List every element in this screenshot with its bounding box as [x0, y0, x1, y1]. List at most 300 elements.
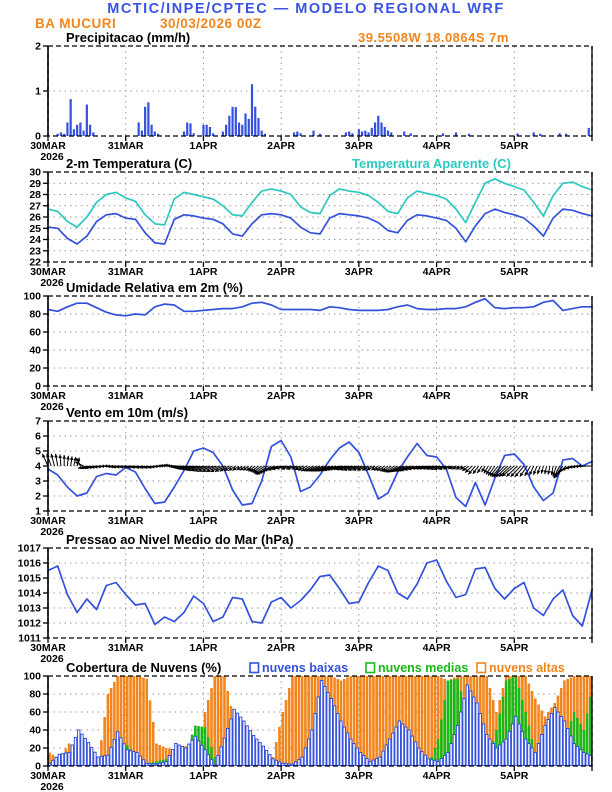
x-tick-label: 5APR: [500, 515, 529, 527]
nuvens-baixas-bar: [155, 764, 157, 765]
nuvens-baixas-bar: [473, 697, 475, 766]
y-tick-label: 0: [35, 130, 41, 143]
nuvens-baixas-bar: [460, 712, 462, 766]
x-tick-label: 1APR: [189, 140, 218, 152]
nuvens-baixas-bar: [408, 730, 410, 766]
panel-title: Vento em 10m (m/s): [66, 405, 189, 420]
precip-bar: [588, 128, 590, 136]
nuvens-altas-bar: [139, 677, 142, 766]
nuvens-baixas-bar: [418, 748, 420, 766]
nuvens-baixas-bar: [120, 738, 122, 766]
nuvens-baixas-bar: [55, 757, 57, 765]
nuvens-baixas-bar: [405, 727, 407, 766]
y-tick-label: 60: [29, 706, 41, 719]
precip-bar: [70, 99, 72, 136]
nuvens-baixas-bar: [427, 759, 429, 766]
precip-bar: [154, 132, 156, 137]
x-tick-label: 4APR: [422, 515, 451, 527]
precip-bar: [312, 131, 314, 136]
y-tick-label: 30: [29, 166, 41, 179]
nuvens-baixas-bar: [557, 712, 559, 766]
wind-arrow-head: [66, 456, 70, 460]
nuvens-baixas-bar: [103, 756, 105, 766]
x-tick-label: 31MAR: [107, 140, 144, 152]
precip-bar: [261, 131, 263, 136]
x-tick-label: 30MAR: [30, 642, 66, 654]
precip-bar: [144, 107, 146, 136]
x-tick-label: 2APR: [267, 770, 296, 782]
legend-label-nuvens-altas: nuvens altas: [489, 661, 565, 675]
nuvens-baixas-bar: [502, 742, 504, 766]
legend-swatch-nuvens-medias: [366, 663, 375, 673]
nuvens-altas-bar: [213, 676, 216, 766]
wind-arrow-head: [73, 457, 77, 461]
nuvens-baixas-bar: [434, 761, 436, 766]
x-tick-label: 1APR: [189, 770, 218, 782]
nuvens-baixas-bar: [113, 740, 115, 766]
nuvens-baixas-bar: [272, 759, 274, 766]
nuvens-baixas-bar: [346, 733, 348, 766]
x-tick-label: 2APR: [267, 642, 296, 654]
y-tick-label: 24: [29, 234, 41, 246]
x-tick-label: 30MAR: [30, 390, 66, 402]
precip-bar: [257, 118, 259, 136]
nuvens-baixas-bar: [204, 750, 206, 766]
year-label: 2026: [40, 781, 64, 792]
wind-arrows: [42, 454, 592, 478]
umidade-relativa-line: [48, 299, 592, 316]
nuvens-baixas-bar: [547, 720, 549, 766]
nuvens-baixas-bar: [107, 755, 109, 765]
nuvens-baixas-bar: [589, 756, 591, 766]
nuvens-altas-bar: [375, 676, 378, 766]
nuvens-baixas-bar: [233, 709, 235, 765]
x-tick-label: 1APR: [189, 642, 218, 654]
nuvens-altas-bar: [281, 712, 284, 766]
nuvens-baixas-bar: [133, 752, 135, 766]
precip-bar: [241, 125, 243, 136]
nuvens-baixas-bar: [411, 736, 413, 766]
nuvens-baixas-bar: [495, 748, 497, 766]
nuvens-baixas-bar: [541, 735, 543, 766]
y-tick-label: 6: [35, 430, 41, 443]
precip-bar: [238, 123, 240, 137]
nuvens-altas-bar: [145, 679, 148, 766]
nuvens-baixas-bar: [515, 717, 517, 766]
wind-arrow-head: [537, 470, 540, 474]
year-label: 2026: [40, 151, 64, 163]
nuvens-baixas-bar: [544, 726, 546, 766]
nuvens-baixas-bar: [265, 750, 267, 765]
precip-bar: [251, 84, 253, 136]
nuvens-baixas-bar: [301, 757, 303, 766]
precip-bar: [83, 131, 85, 136]
nuvens-baixas-bar: [362, 756, 364, 766]
precip-bar: [222, 132, 224, 137]
nuvens-baixas-bar: [550, 714, 552, 766]
legend-label-nuvens-baixas: nuvens baixas: [262, 661, 349, 675]
y-tick-label: 60: [29, 326, 41, 339]
nuvens-baixas-bar: [214, 764, 216, 765]
nuvens-altas-bar: [149, 700, 152, 765]
nuvens-altas-bar: [152, 722, 155, 766]
nuvens-baixas-bar: [291, 764, 293, 765]
precip-bar: [89, 125, 91, 136]
y-tick-label: 0: [35, 380, 41, 393]
nuvens-baixas-bar: [482, 724, 484, 766]
x-tick-label: 31MAR: [107, 642, 144, 654]
nuvens-baixas-bar: [317, 697, 319, 766]
nuvens-altas-bar: [294, 676, 297, 766]
nuvens-altas-bar: [369, 676, 372, 766]
y-tick-label: 1: [35, 85, 41, 98]
nuvens-baixas-bar: [340, 721, 342, 766]
x-tick-label: 31MAR: [107, 515, 144, 527]
nuvens-baixas-bar: [385, 745, 387, 766]
nuvens-baixas-bar: [275, 760, 277, 765]
nuvens-baixas-bar: [116, 732, 118, 766]
nuvens-baixas-bar: [136, 753, 138, 766]
nuvens-baixas-bar: [375, 759, 377, 766]
nuvens-baixas-bar: [223, 738, 225, 765]
nuvens-baixas-bar: [450, 744, 452, 766]
y-tick-label: 5: [35, 445, 41, 458]
x-tick-label: 5APR: [500, 770, 529, 782]
run-datetime-label: 30/03/2026 00Z: [160, 16, 262, 31]
nuvens-baixas-bar: [81, 734, 83, 765]
nuvens-baixas-bar: [401, 724, 403, 766]
y-tick-label: 80: [29, 308, 41, 321]
nuvens-baixas-bar: [165, 762, 167, 766]
nuvens-baixas-bar: [528, 744, 530, 766]
nuvens-baixas-bar: [421, 752, 423, 766]
wind-arrow-head: [97, 465, 101, 469]
legend-swatch-nuvens-baixas: [250, 663, 259, 673]
nuvens-baixas-bar: [531, 748, 533, 766]
nuvens-baixas-bar: [388, 739, 390, 766]
nuvens-baixas-bar: [372, 760, 374, 766]
nuvens-baixas-bar: [71, 745, 73, 766]
nuvens-baixas-bar: [554, 708, 556, 766]
nuvens-altas-bar: [379, 676, 382, 766]
precip-bar: [225, 125, 227, 136]
nuvens-altas-bar: [424, 676, 427, 766]
nuvens-baixas-bar: [534, 753, 536, 766]
x-tick-label: 31MAR: [107, 266, 144, 278]
precip-bar: [248, 119, 250, 136]
nuvens-baixas-bar: [65, 753, 67, 765]
nuvens-baixas-bar: [469, 691, 471, 766]
nuvens-baixas-bar: [320, 681, 322, 766]
x-tick-label: 3APR: [344, 770, 373, 782]
x-tick-label: 3APR: [344, 642, 373, 654]
nuvens-baixas-bar: [262, 746, 264, 765]
legend-swatch-nuvens-altas: [477, 663, 486, 673]
nuvens-baixas-bar: [217, 756, 219, 766]
nuvens-baixas-bar: [359, 753, 361, 766]
nuvens-altas-bar: [430, 676, 433, 766]
nuvens-baixas-bar: [537, 744, 539, 766]
nuvens-baixas-bar: [184, 748, 186, 766]
nuvens-baixas-bar: [97, 757, 99, 766]
nuvens-baixas-bar: [239, 717, 241, 765]
nuvens-baixas-bar: [311, 730, 313, 766]
precip-bar: [147, 102, 149, 136]
precip-bar: [442, 133, 444, 136]
precip-bar: [387, 131, 389, 136]
nuvens-baixas-bar: [463, 699, 465, 766]
precip-bar: [377, 116, 379, 136]
nuvens-baixas-bar: [498, 745, 500, 766]
x-tick-label: 2APR: [267, 266, 296, 278]
nuvens-baixas-bar: [424, 755, 426, 765]
nuvens-baixas-bar: [382, 751, 384, 766]
nuvens-baixas-bar: [466, 685, 468, 766]
nuvens-baixas-bar: [142, 760, 144, 766]
nuvens-baixas-bar: [333, 706, 335, 766]
station-label: BA MUCURI: [35, 16, 117, 31]
precip-bar: [209, 127, 211, 136]
nuvens-baixas-bar: [489, 739, 491, 766]
nuvens-baixas-bar: [288, 764, 290, 766]
apparent-temperature-label: Temperatura Aparente (C): [352, 156, 511, 171]
nuvens-baixas-bar: [307, 739, 309, 766]
precip-bar: [371, 128, 373, 136]
nuvens-baixas-bar: [178, 745, 180, 766]
nuvens-baixas-bar: [395, 727, 397, 766]
precip-bar: [151, 125, 153, 136]
panel-title: Cobertura de Nuvens (%): [66, 660, 222, 675]
nuvens-baixas-bar: [197, 741, 199, 766]
nuvens-baixas-bar: [168, 756, 170, 766]
nuvens-baixas-bar: [366, 759, 368, 766]
precip-bar: [254, 107, 256, 136]
nuvens-baixas-bar: [207, 755, 209, 766]
nuvens-baixas-bar: [369, 762, 371, 766]
y-tick-label: 2: [35, 490, 41, 503]
nuvens-altas-bar: [285, 700, 288, 766]
nuvens-baixas-bar: [84, 738, 86, 765]
precip-bar: [79, 123, 81, 137]
panel-title: Pressao ao Nivel Medio do Mar (hPa): [66, 532, 294, 547]
panel-title: Precipitacao (mm/h): [66, 30, 191, 45]
page-title: MCTIC/INPE/CPTEC — MODELO REGIONAL WRF: [107, 1, 505, 17]
y-tick-label: 1013: [17, 602, 41, 615]
x-tick-label: 2APR: [267, 140, 296, 152]
nuvens-baixas-bar: [505, 739, 507, 766]
nuvens-altas-bar: [142, 678, 145, 766]
x-tick-label: 2APR: [267, 515, 296, 527]
nuvens-baixas-bar: [94, 752, 96, 765]
x-tick-label: 4APR: [422, 642, 451, 654]
nuvens-baixas-bar: [327, 693, 329, 766]
nuvens-baixas-bar: [243, 721, 245, 766]
nuvens-baixas-bar: [573, 744, 575, 766]
nuvens-baixas-bar: [511, 724, 513, 766]
x-tick-label: 30MAR: [30, 770, 66, 782]
precip-bar: [348, 132, 350, 137]
nuvens-baixas-bar: [162, 762, 164, 765]
nuvens-baixas-bar: [343, 727, 345, 766]
nuvens-baixas-bar: [443, 756, 445, 766]
panel-title: 2-m Temperatura (C): [66, 156, 193, 171]
pressao-nivel-mar-line: [48, 560, 592, 626]
nuvens-altas-bar: [362, 676, 365, 766]
nuvens-baixas-bar: [90, 747, 92, 765]
precip-bar: [86, 105, 88, 137]
precip-bar: [374, 123, 376, 137]
nuvens-baixas-bar: [508, 732, 510, 766]
precip-bar: [539, 134, 541, 136]
y-tick-label: 25: [29, 222, 41, 235]
x-tick-label: 30MAR: [30, 266, 66, 278]
precip-bar: [202, 125, 204, 136]
nuvens-baixas-bar: [52, 760, 54, 765]
x-tick-label: 1APR: [189, 390, 218, 402]
nuvens-baixas-bar: [414, 742, 416, 766]
nuvens-baixas-bar: [210, 759, 212, 765]
precip-bar: [183, 132, 185, 137]
nuvens-baixas-bar: [294, 762, 296, 766]
y-tick-label: 1: [35, 505, 41, 518]
nuvens-baixas-bar: [100, 756, 102, 765]
nuvens-baixas-bar: [570, 736, 572, 766]
temperatura-aparente-line: [48, 179, 592, 227]
x-tick-label: 1APR: [189, 515, 218, 527]
nuvens-baixas-bar: [87, 743, 89, 766]
nuvens-baixas-bar: [191, 740, 193, 765]
y-tick-label: 1016: [17, 557, 41, 570]
x-tick-label: 5APR: [500, 266, 529, 278]
nuvens-baixas-bar: [298, 759, 300, 765]
nuvens-baixas-bar: [171, 750, 173, 766]
nuvens-baixas-bar: [278, 762, 280, 766]
nuvens-baixas-bar: [285, 764, 287, 766]
y-tick-label: 28: [29, 189, 41, 201]
x-tick-label: 30MAR: [30, 515, 66, 527]
nuvens-baixas-bar: [566, 729, 568, 766]
wind-arrow-head: [62, 455, 66, 459]
nuvens-baixas-bar: [440, 759, 442, 766]
year-label: 2026: [40, 526, 64, 538]
nuvens-baixas-bar: [563, 721, 565, 766]
precip-bar: [364, 131, 366, 136]
nuvens-baixas-bar: [249, 731, 251, 766]
nuvens-altas-bar: [298, 676, 301, 766]
nuvens-baixas-bar: [314, 714, 316, 766]
nuvens-baixas-bar: [149, 764, 151, 766]
precip-bar: [296, 132, 298, 137]
nuvens-altas-bar: [366, 676, 369, 766]
nuvens-baixas-bar: [194, 736, 196, 765]
nuvens-baixas-bar: [175, 744, 177, 766]
nuvens-baixas-bar: [158, 763, 160, 765]
panel-pressao: [18, 532, 592, 665]
nuvens-baixas-bar: [226, 729, 228, 766]
nuvens-baixas-bar: [398, 721, 400, 766]
y-tick-label: 2: [35, 40, 41, 53]
nuvens-altas-bar: [278, 727, 281, 766]
nuvens-baixas-bar: [518, 724, 520, 766]
wind-arrow-head: [58, 454, 62, 458]
nuvens-baixas-bar: [353, 744, 355, 766]
nuvens-baixas-bar: [430, 760, 432, 766]
x-tick-label: 4APR: [422, 390, 451, 402]
precip-bar: [235, 107, 237, 136]
y-tick-label: 29: [29, 177, 41, 190]
nuvens-baixas-bar: [259, 743, 261, 766]
location-coordinates-label: 39.5508W 18.0864S 7m: [358, 30, 509, 45]
precip-bar: [244, 114, 246, 137]
precip-bar: [186, 123, 188, 137]
nuvens-baixas-bar: [492, 744, 494, 766]
nuvens-baixas-bar: [560, 717, 562, 766]
y-tick-label: 1012: [17, 617, 41, 630]
nuvens-baixas-bar: [356, 748, 358, 766]
x-tick-label: 3APR: [344, 266, 373, 278]
y-tick-label: 22: [29, 256, 41, 269]
panel-title: Umidade Relativa em 2m (%): [66, 280, 244, 295]
nuvens-altas-bar: [288, 688, 291, 766]
y-tick-label: 1015: [17, 572, 41, 585]
x-tick-label: 5APR: [500, 390, 529, 402]
nuvens-baixas-bar: [486, 735, 488, 766]
nuvens-baixas-bar: [146, 763, 148, 765]
y-tick-label: 1011: [18, 632, 41, 645]
y-tick-label: 7: [35, 415, 41, 428]
year-label: 2026: [40, 401, 64, 413]
precip-bar: [73, 129, 75, 136]
wind-arrow-head: [54, 454, 58, 458]
precip-bar: [66, 123, 68, 137]
nuvens-altas-bar: [427, 676, 430, 766]
nuvens-baixas-bar: [220, 747, 222, 766]
precip-bar: [189, 123, 191, 136]
nuvens-baixas-bar: [350, 739, 352, 766]
nuvens-baixas-bar: [476, 703, 478, 766]
y-tick-label: 4: [35, 460, 41, 473]
nuvens-baixas-bar: [379, 757, 381, 766]
nuvens-baixas-bar: [129, 751, 131, 766]
nuvens-baixas-bar: [479, 714, 481, 766]
precip-bar: [76, 125, 78, 136]
nuvens-baixas-bar: [586, 754, 588, 766]
nuvens-baixas-bar: [230, 719, 232, 766]
nuvens-baixas-bar: [456, 726, 458, 766]
y-tick-label: 1017: [17, 542, 41, 555]
nuvens-baixas-bar: [337, 714, 339, 766]
precip-bar: [141, 131, 143, 136]
velocidade-vento-line: [48, 441, 592, 507]
x-tick-label: 5APR: [500, 140, 529, 152]
nuvens-baixas-bar: [324, 687, 326, 766]
precip-bar: [403, 132, 405, 137]
nuvens-baixas-bar: [453, 735, 455, 766]
y-tick-label: 20: [29, 742, 41, 755]
nuvens-baixas-bar: [152, 764, 154, 766]
panel-nuvens: [23, 660, 592, 792]
nuvens-baixas-bar: [74, 738, 76, 766]
panel-temperatura: [29, 156, 592, 289]
nuvens-baixas-bar: [58, 754, 60, 765]
y-tick-label: 80: [29, 688, 41, 701]
nuvens-altas-bar: [372, 676, 375, 766]
wind-arrow-head: [547, 471, 551, 475]
panel-precipitacao: [30, 30, 592, 163]
nuvens-baixas-bar: [139, 756, 141, 765]
panel-umidade: [23, 280, 592, 413]
nuvens-baixas-bar: [583, 753, 585, 766]
